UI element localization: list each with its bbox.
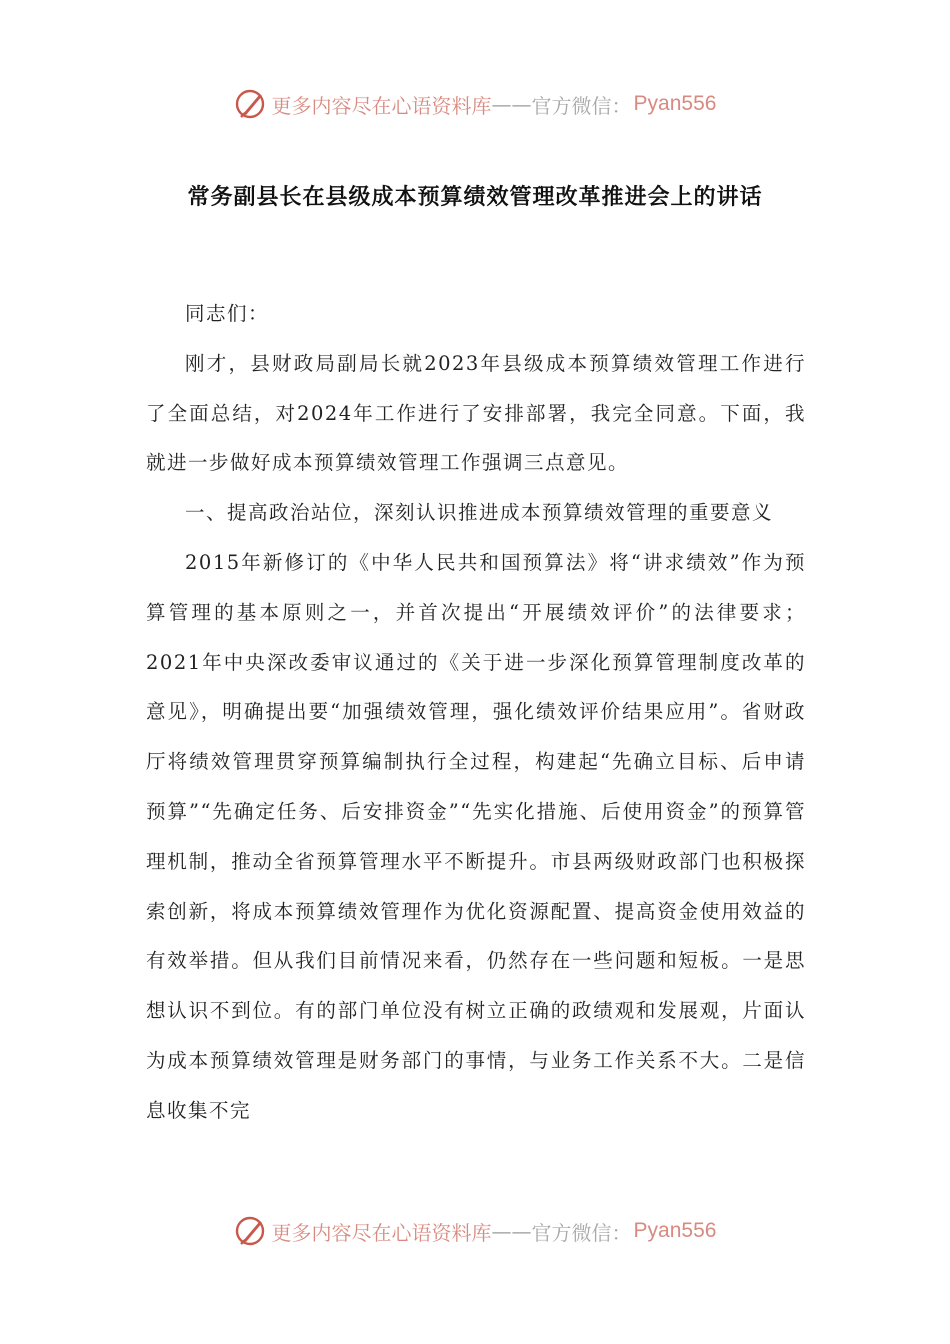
promo-text: 更多内容尽在心语资料库 [271,1220,492,1245]
salutation: 同志们： [185,302,270,325]
paragraph-2: 2015年新修订的《中华人民共和国预算法》将“讲求绩效”作为预算管理的基本原则之一，并首次提出“开展绩效评价”的法律要求；2021年中央深改委审议通过的《关于进一步深化预算管理制度改革的意见》，明确提出要“加强绩效管理，强化绩效评价结果应用”。省财政厅将绩效管理贯穿预算编制执行全过程，构建起“先确立目标、后申请预算”“先确定任务、后安排资金”“先实化措施、后使用资金”的预算管理机制，推动全省预算管理水平不断提升。市县两级财政部门也积极探索创新，将成本预算绩效管理作为优化资源配置、提高资金使用效益的有效举措。但从我们目前情况来看，仍然存在一些问题和短板。一是思想认识不到位。有的部门单位没有树立正确的政绩观和发展观，片面认为成本预算绩效管理是财务部门的事情，与业务工作关系不大。二是信息收集不完 [146,550,806,1122]
paragraph-1: 刚才，县财政局副局长就2023年县级成本预算绩效管理工作进行了全面总结，对2024年工作进行了安排部署，我完全同意。下面，我就进一步做好成本预算绩效管理工作强调三点意见。 [146,351,806,475]
promo-dash: —— [491,92,532,116]
promo-text: 更多内容尽在心语资料库 [271,93,492,118]
wechat-id: Pyan556 [633,1219,717,1242]
document-title: 常务副县长在县级成本预算绩效管理改革推进会上的讲话 [187,185,763,210]
quill-logo-icon [234,87,268,121]
wechat-label: 官方微信： [531,1220,632,1245]
footer-watermark-banner [0,1211,950,1251]
wechat-id: Pyan556 [633,92,717,115]
section-heading-1: 一、提高政治站位，深刻认识推进成本预算绩效管理的重要意义 [185,501,774,525]
wechat-label: 官方微信： [531,93,632,118]
header-watermark-banner [0,84,950,124]
quill-logo-icon [234,1214,268,1248]
document-body [146,289,806,1136]
promo-dash: —— [491,1219,532,1243]
